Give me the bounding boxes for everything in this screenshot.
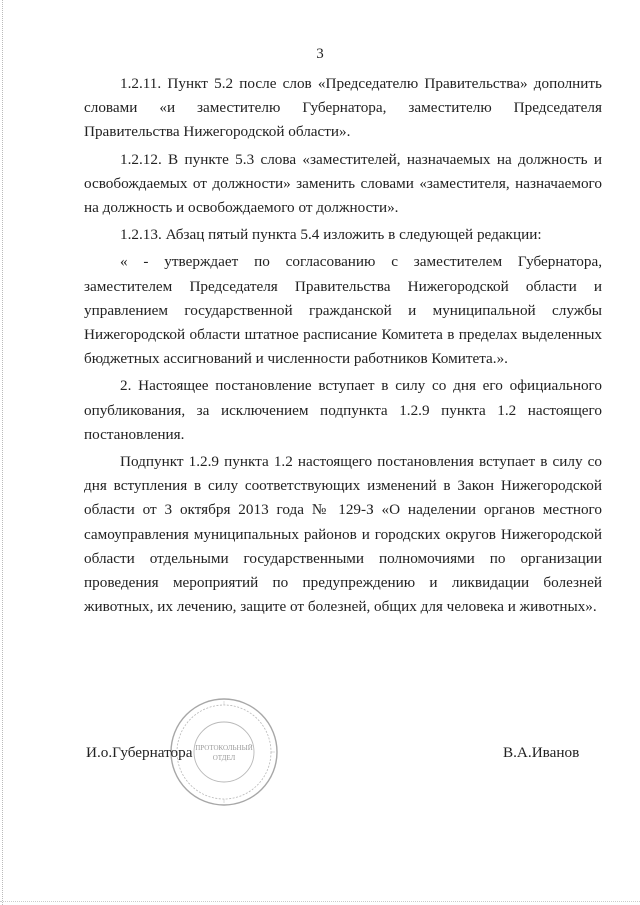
paragraph-1-2-13: 1.2.13. Абзац пятый пункта 5.4 изложить в следующей редакции: (120, 226, 542, 244)
paragraph-2: 2. Настоящее постановление вступает в силу со дня его официального опубликования, за исключением подпункта 1.2.9 пункта 1.2 настоящего постановления. (84, 377, 602, 443)
stamp-text-line2: ОТДЕЛ (212, 754, 236, 762)
paragraph-subpoint: Подпункт 1.2.9 пункта 1.2 настоящего постановления вступает в силу со дня вступления в силу соответствующих изменений в Закон Нижегородской области от 3 октября 2013 года № 129-З «О наделении органов местного самоуправления муниципальных районов и городских округов Нижегородской области отдельными государственными полномочиями по организации проведения мероприятий по предупреждению и ликвидации болезней животных, их лечению, защите от болезней, общих для человека и животных». (84, 453, 602, 616)
paragraph-1-2-11: 1.2.11. Пункт 5.2 после слов «Председателю Правительства» дополнить словами «и заместителю Губернатора, заместителю Председателя Правительства Нижегородской области». (84, 75, 602, 141)
paragraph-quote: « - утверждает по согласованию с заместителем Губернатора, заместителем Председателя Правительства Нижегородской области и управлением государственной гражданской и муниципальной службы Нижегородской области штатное расписание Комитета в пределах выделенных бюджетных ассигнований и численности работников Комитета.». (84, 253, 602, 368)
scan-edge-left (2, 0, 4, 905)
scan-edge-bottom (0, 901, 640, 903)
paragraph-1-2-12: 1.2.12. В пункте 5.3 слова «заместителей, назначаемых на должность и освобождаемых от должности» заменить словами «заместителя, назначаемого на должность и освобождаемого от должности». (84, 150, 602, 217)
page-number: 3 (316, 46, 324, 62)
signature-title: И.о.Губернатора (86, 744, 193, 761)
stamp-text-line1: ПРОТОКОЛЬНЫЙ (195, 744, 253, 752)
document-body (84, 72, 602, 622)
signature-name: В.А.Иванов (503, 744, 580, 761)
